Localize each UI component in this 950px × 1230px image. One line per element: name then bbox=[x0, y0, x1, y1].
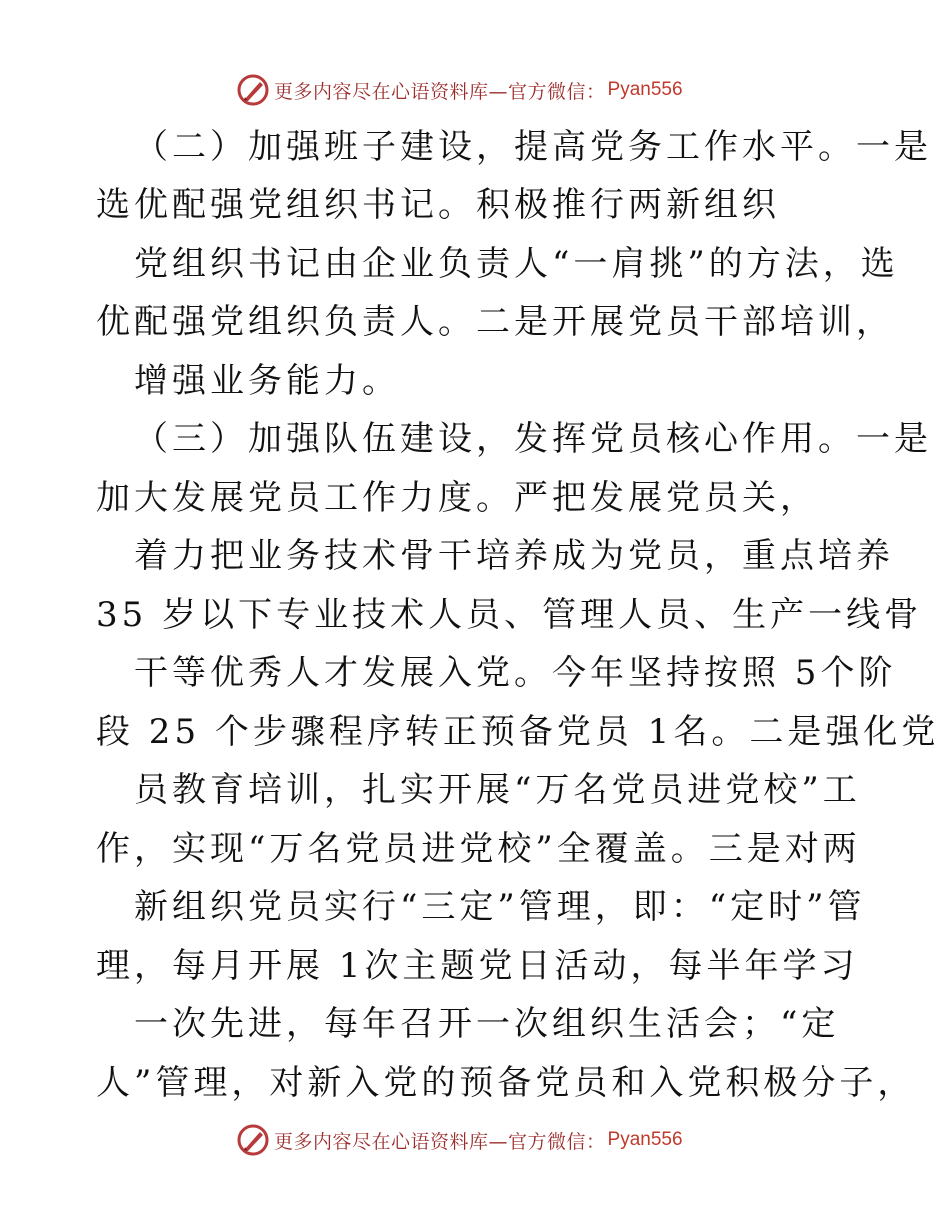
document-body bbox=[0, 118, 950, 1108]
watermark-text: 更多内容尽在心语资料库—官方微信： bbox=[274, 80, 606, 103]
text-line: 人”管理，对新入党的预备党员和入党积极分子， bbox=[96, 1063, 916, 1103]
text-line: （二）加强班子建设，提高党务工作水平。一是 bbox=[134, 127, 932, 167]
text-line: 理，每月开展 1次主题党日活动，每半年学习 bbox=[96, 946, 859, 986]
text-line: 加大发展党员工作力度。严把发展党员关， bbox=[96, 478, 818, 518]
text-line: （三）加强队伍建设，发挥党员核心作用。一是 bbox=[134, 419, 932, 459]
text-line: 新组织党员实行“三定”管理，即：“定时”管 bbox=[134, 887, 866, 927]
text-line: 段 25 个步骤程序转正预备党员 1名。二是强化党 bbox=[96, 712, 940, 752]
header-watermark bbox=[236, 72, 683, 108]
text-line: 作，实现“万名党员进党校”全覆盖。三是对两 bbox=[96, 829, 861, 869]
quill-pen-seal-icon bbox=[236, 73, 270, 107]
text-line: 选优配强党组织书记。积极推行两新组织 bbox=[96, 185, 780, 225]
text-line: 员教育培训，扎实开展“万名党员进党校”工 bbox=[134, 770, 861, 810]
watermark-text: 更多内容尽在心语资料库—官方微信： bbox=[274, 1130, 606, 1153]
text-line: 一次先进，每年召开一次组织生活会；“定 bbox=[134, 1004, 840, 1044]
text-line: 增强业务能力。 bbox=[134, 361, 400, 401]
footer-watermark bbox=[236, 1122, 683, 1158]
watermark-wechat-id: Pyan556 bbox=[607, 79, 683, 100]
quill-pen-seal-icon bbox=[236, 1123, 270, 1157]
text-line: 干等优秀人才发展入党。今年坚持按照 5个阶 bbox=[134, 653, 897, 693]
text-line: 党组织书记由企业负责人“一肩挑”的方法，选 bbox=[134, 244, 899, 284]
text-line: 优配强党组织负责人。二是开展党员干部培训， bbox=[96, 302, 894, 342]
watermark-wechat-id: Pyan556 bbox=[607, 1129, 683, 1150]
text-line: 着力把业务技术骨干培养成为党员，重点培养 bbox=[134, 536, 894, 576]
text-line: 35 岁以下专业技术人员、管理人员、生产一线骨 bbox=[96, 595, 923, 635]
